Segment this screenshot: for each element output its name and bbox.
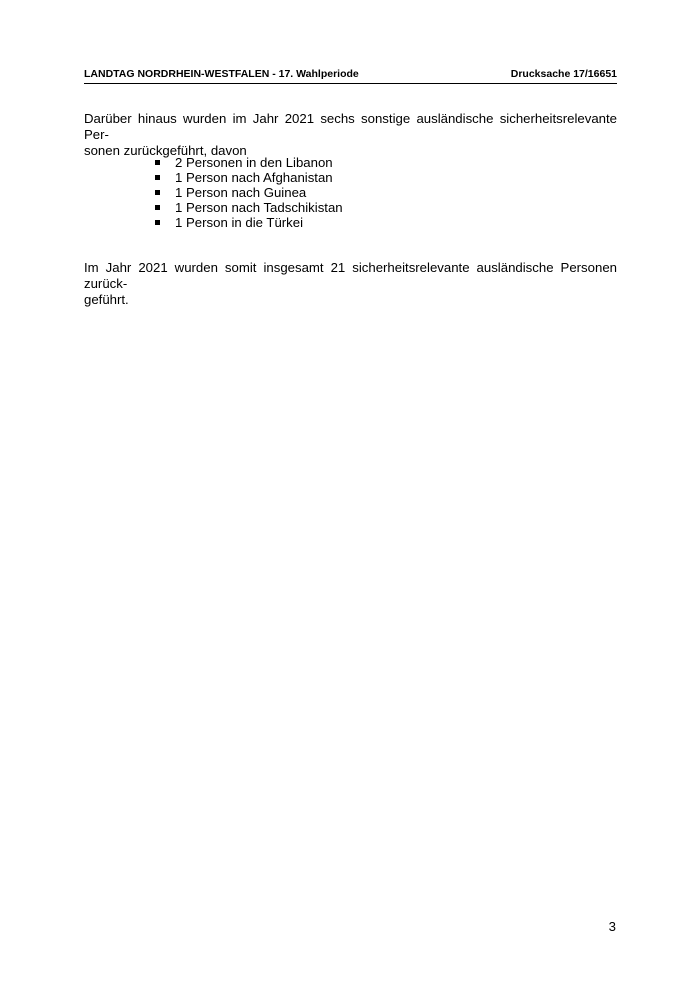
header-parliament-title: LANDTAG NORDRHEIN-WESTFALEN - 17. Wahlperiode: [84, 68, 359, 80]
list-item: [154, 170, 343, 185]
intro-paragraph-line-1: Darüber hinaus wurden im Jahr 2021 sechs sonstige ausländische sicherheitsrelevante Per-: [84, 111, 617, 142]
summary-paragraph-line-2: geführt.: [84, 292, 129, 307]
list-item-text: 1 Person nach Tadschikistan: [175, 200, 343, 215]
list-item-text: 2 Personen in den Libanon: [175, 155, 333, 170]
header-document-number: Drucksache 17/16651: [510, 68, 617, 80]
square-bullet-icon: [155, 190, 160, 195]
list-item-text: 1 Person nach Afghanistan: [175, 170, 333, 185]
square-bullet-icon: [155, 220, 160, 225]
intro-paragraph: [84, 111, 617, 159]
square-bullet-icon: [155, 175, 160, 180]
list-item: [154, 215, 343, 230]
page-number: 3: [608, 919, 616, 934]
summary-paragraph: [84, 260, 617, 308]
list-item: [154, 185, 343, 200]
summary-paragraph-line-1: Im Jahr 2021 wurden somit insgesamt 21 sicherheitsrelevante ausländische Personen zurück-: [84, 260, 617, 291]
square-bullet-icon: [155, 160, 160, 165]
list-item-text: 1 Person nach Guinea: [175, 185, 307, 200]
intro-paragraph-line-2: sonen zurückgeführt, davon: [84, 143, 247, 158]
return-destinations-list: [154, 155, 343, 230]
square-bullet-icon: [155, 205, 160, 210]
list-item: [154, 200, 343, 215]
page-header: [84, 67, 617, 84]
list-item-text: 1 Person in die Türkei: [175, 215, 304, 230]
list-item: [154, 155, 343, 170]
